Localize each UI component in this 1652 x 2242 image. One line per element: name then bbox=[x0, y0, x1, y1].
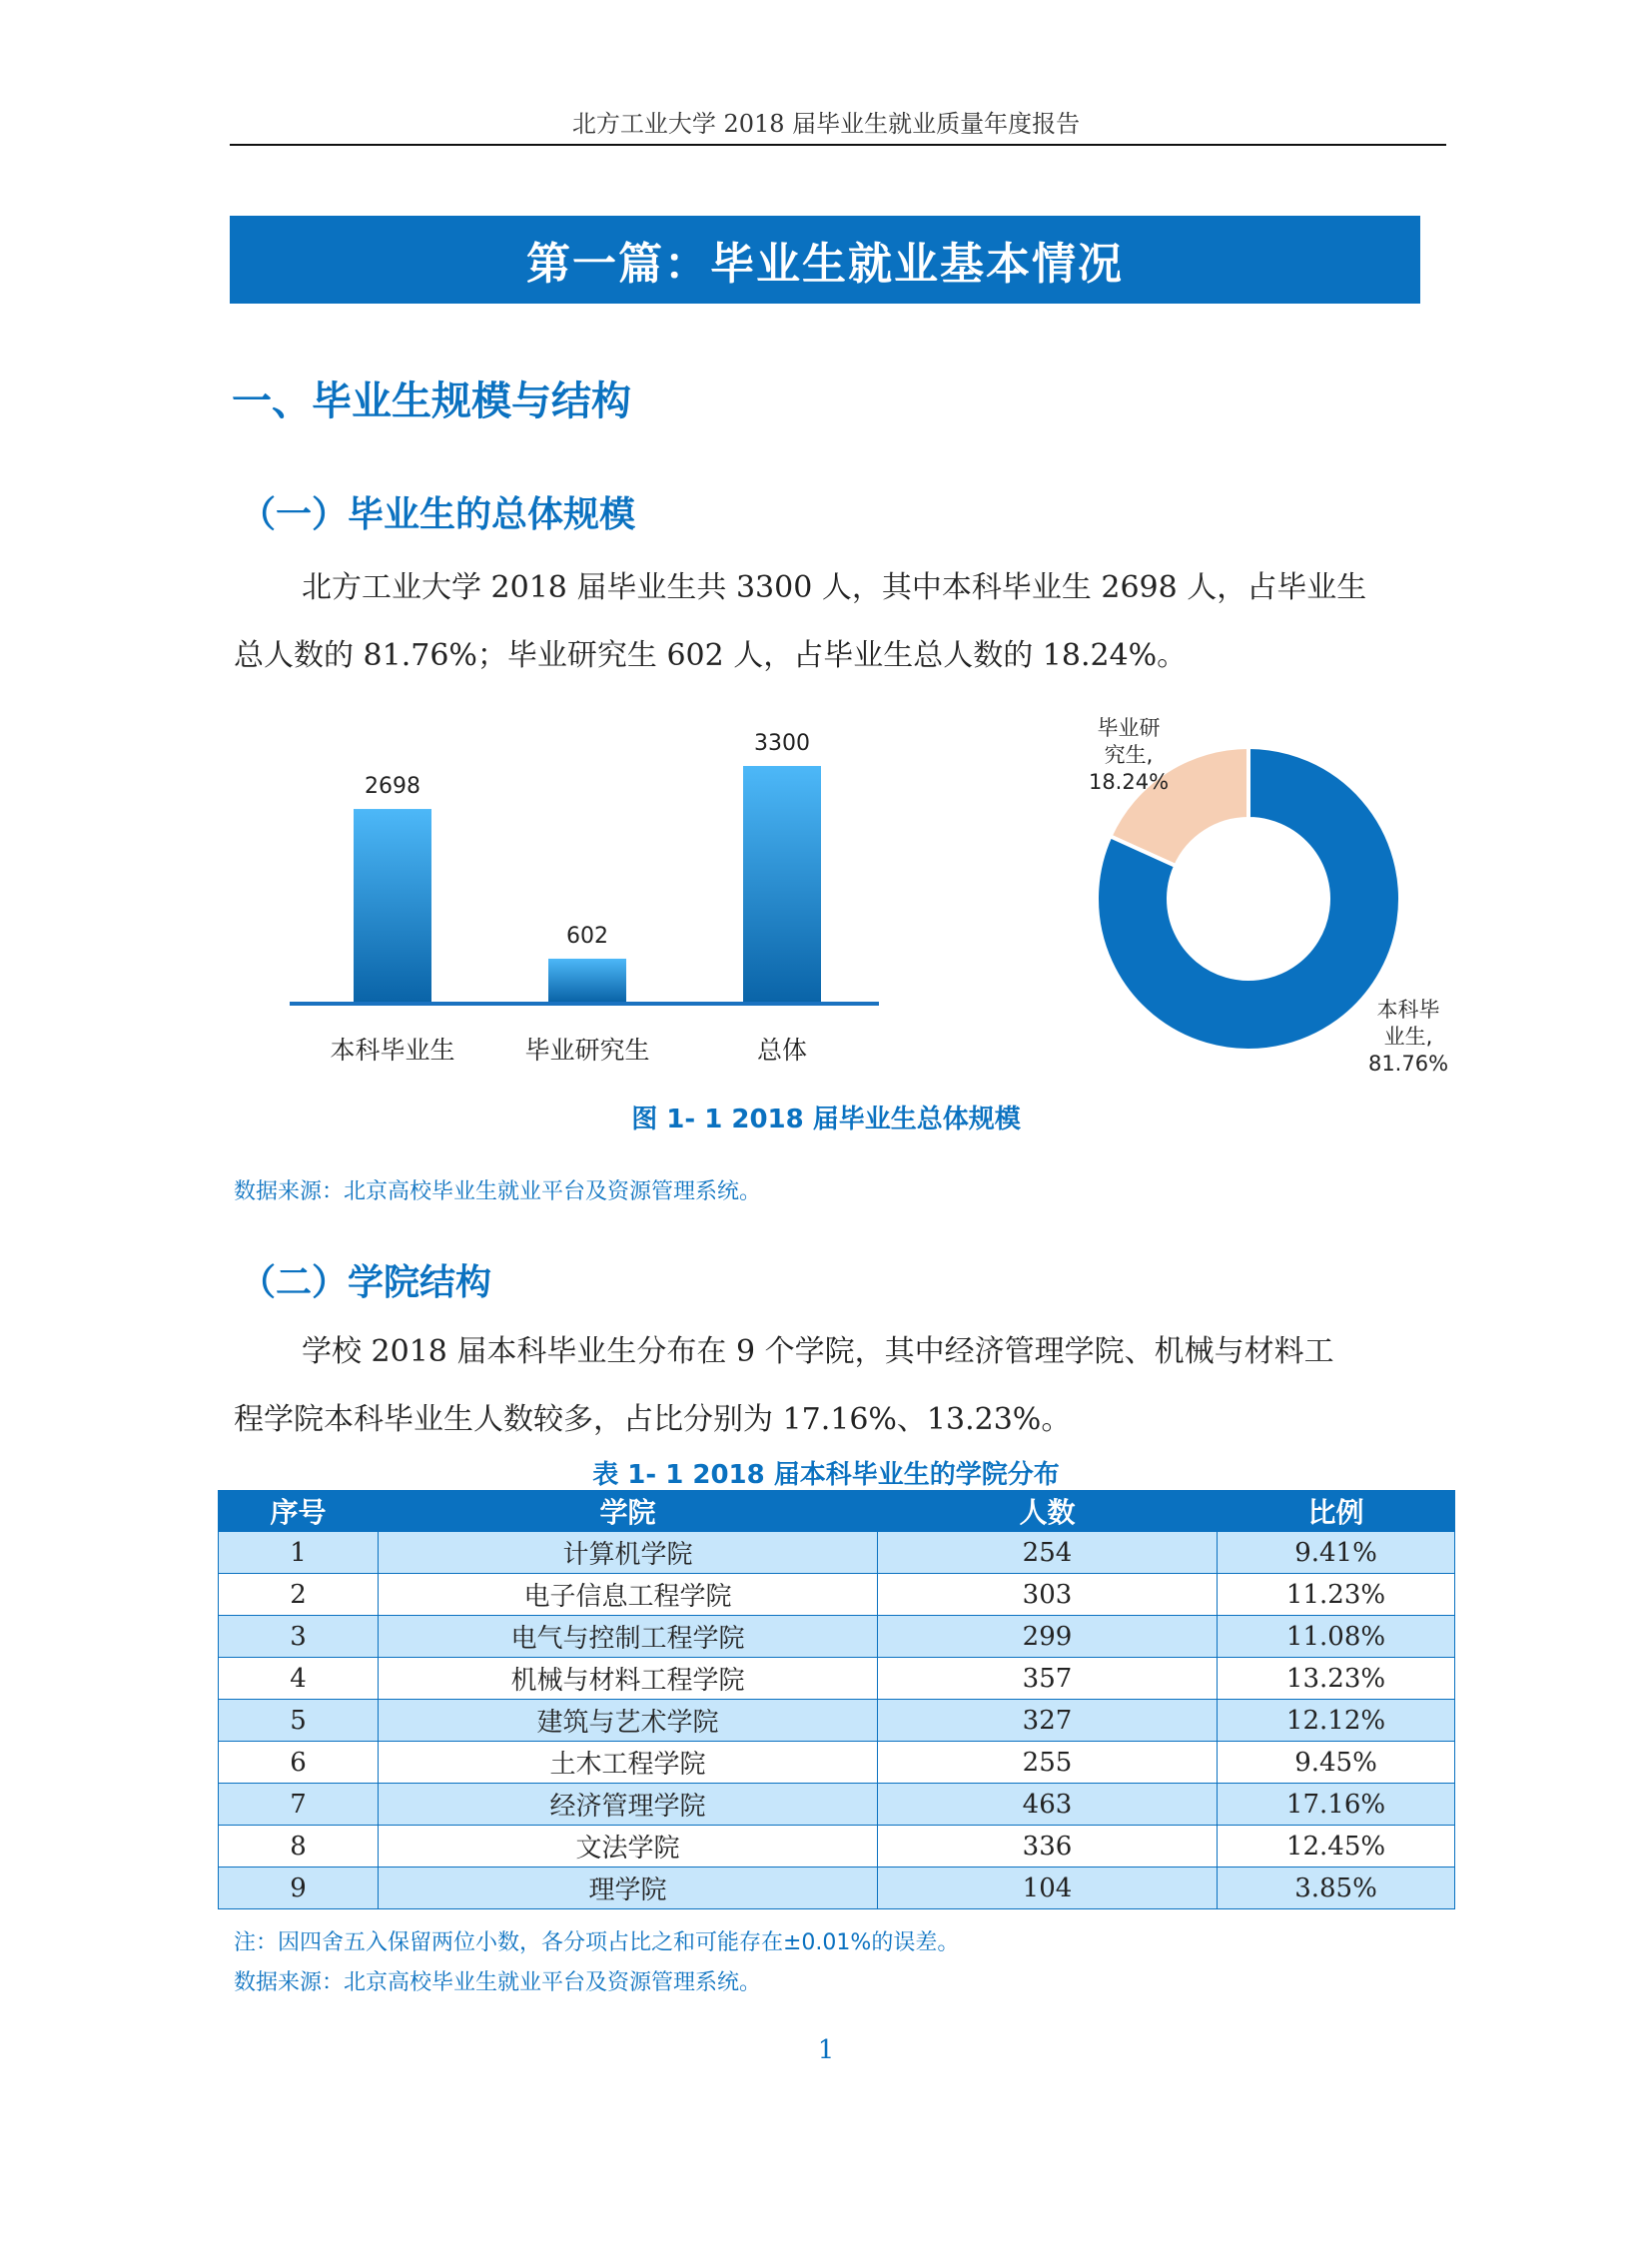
cell-count: 463 bbox=[878, 1784, 1218, 1826]
page-header: 北方工业大学 2018 届毕业生就业质量年度报告 bbox=[571, 110, 1081, 138]
donut-label-undergrad bbox=[1368, 998, 1448, 1076]
cell-college: 理学院 bbox=[379, 1868, 878, 1909]
cell-ratio: 13.23% bbox=[1218, 1658, 1455, 1700]
donut-label-line: 毕业研 bbox=[1097, 716, 1161, 740]
header-index: 序号 bbox=[219, 1491, 379, 1532]
cell-college: 经济管理学院 bbox=[379, 1784, 878, 1826]
cell-count: 299 bbox=[878, 1616, 1218, 1658]
cell-ratio: 11.08% bbox=[1218, 1616, 1455, 1658]
cell-count: 303 bbox=[878, 1574, 1218, 1616]
bar-0 bbox=[354, 809, 431, 1002]
bar-2 bbox=[743, 766, 821, 1002]
paragraph-college bbox=[234, 1318, 1418, 1454]
bar-chart bbox=[280, 719, 899, 1079]
bar-category-label: 总体 bbox=[756, 1036, 808, 1065]
paragraph-line: 学校 2018 届本科毕业生分布在 9 个学院，其中经济管理学院、机械与材料工 bbox=[302, 1334, 1334, 1369]
cell-ratio: 3.85% bbox=[1218, 1868, 1455, 1909]
section-title: 一、毕业生规模与结构 bbox=[232, 378, 631, 424]
cell-count: 327 bbox=[878, 1700, 1218, 1742]
donut-label-line: 业生, bbox=[1383, 1025, 1433, 1049]
table-header-row bbox=[219, 1491, 1455, 1532]
cell-index: 3 bbox=[219, 1616, 379, 1658]
table-caption: 表 1- 1 2018 届本科毕业生的学院分布 bbox=[592, 1460, 1060, 1490]
bar-value-label: 602 bbox=[566, 923, 608, 949]
cell-ratio: 12.12% bbox=[1218, 1700, 1455, 1742]
table-row bbox=[219, 1700, 1455, 1742]
cell-index: 6 bbox=[219, 1742, 379, 1784]
header-college: 学院 bbox=[379, 1491, 878, 1532]
bar-1 bbox=[548, 959, 626, 1002]
cell-count: 255 bbox=[878, 1742, 1218, 1784]
header-count: 人数 bbox=[878, 1491, 1218, 1532]
cell-college: 计算机学院 bbox=[379, 1532, 878, 1574]
cell-index: 7 bbox=[219, 1784, 379, 1826]
page-number: 1 bbox=[817, 2035, 835, 2065]
donut-label-line: 究生, bbox=[1104, 743, 1154, 767]
cell-ratio: 11.23% bbox=[1218, 1574, 1455, 1616]
header-ratio: 比例 bbox=[1218, 1491, 1455, 1532]
donut-label-graduate bbox=[1089, 716, 1169, 794]
donut-chart bbox=[1039, 699, 1458, 1099]
bar-category-label: 毕业研究生 bbox=[524, 1036, 650, 1065]
cell-index: 5 bbox=[219, 1700, 379, 1742]
table-source: 数据来源：北京高校毕业生就业平台及资源管理系统。 bbox=[234, 1970, 762, 1995]
cell-college: 建筑与艺术学院 bbox=[379, 1700, 878, 1742]
header-rule bbox=[230, 144, 1446, 146]
cell-ratio: 9.41% bbox=[1218, 1532, 1455, 1574]
cell-college: 电子信息工程学院 bbox=[379, 1574, 878, 1616]
paragraph-line: 总人数的 81.76%；毕业研究生 602 人，占毕业生总人数的 18.24%。 bbox=[234, 638, 1188, 673]
subsection-title-college: （二）学院结构 bbox=[240, 1262, 492, 1303]
paragraph-line: 程学院本科毕业生人数较多，占比分别为 17.16%、13.23%。 bbox=[234, 1402, 1072, 1437]
table-note: 注：因四舍五入保留两位小数，各分项占比之和可能存在±0.01%的误差。 bbox=[234, 1930, 960, 1955]
table-row bbox=[219, 1826, 1455, 1868]
table-row bbox=[219, 1616, 1455, 1658]
table-row bbox=[219, 1784, 1455, 1826]
table-row bbox=[219, 1868, 1455, 1909]
subsection-title-scale: （一）毕业生的总体规模 bbox=[240, 494, 636, 535]
cell-count: 254 bbox=[878, 1532, 1218, 1574]
cell-index: 9 bbox=[219, 1868, 379, 1909]
cell-count: 357 bbox=[878, 1658, 1218, 1700]
donut-label-line: 18.24% bbox=[1088, 770, 1170, 794]
paragraph-scale bbox=[234, 554, 1418, 690]
table-row bbox=[219, 1658, 1455, 1700]
cell-college: 电气与控制工程学院 bbox=[379, 1616, 878, 1658]
cell-count: 336 bbox=[878, 1826, 1218, 1868]
bar-category-label: 本科毕业生 bbox=[330, 1036, 455, 1065]
donut-label-line: 81.76% bbox=[1367, 1052, 1449, 1076]
college-distribution-table bbox=[218, 1490, 1455, 1909]
cell-index: 8 bbox=[219, 1826, 379, 1868]
table-row bbox=[219, 1574, 1455, 1616]
donut-label-line: 本科毕 bbox=[1376, 998, 1440, 1022]
cell-college: 机械与材料工程学院 bbox=[379, 1658, 878, 1700]
table-row bbox=[219, 1742, 1455, 1784]
cell-count: 104 bbox=[878, 1868, 1218, 1909]
cell-index: 4 bbox=[219, 1658, 379, 1700]
cell-ratio: 9.45% bbox=[1218, 1742, 1455, 1784]
cell-ratio: 12.45% bbox=[1218, 1826, 1455, 1868]
figure-caption: 图 1- 1 2018 届毕业生总体规模 bbox=[631, 1105, 1021, 1134]
figure-source: 数据来源：北京高校毕业生就业平台及资源管理系统。 bbox=[234, 1179, 762, 1204]
cell-index: 1 bbox=[219, 1532, 379, 1574]
cell-college: 文法学院 bbox=[379, 1826, 878, 1868]
table-row bbox=[219, 1532, 1455, 1574]
bar-value-label: 2698 bbox=[365, 774, 420, 800]
paragraph-line: 北方工业大学 2018 届毕业生共 3300 人，其中本科毕业生 2698 人，占毕业生 bbox=[302, 570, 1367, 605]
chapter-banner: 第一篇：毕业生就业基本情况 bbox=[230, 216, 1420, 304]
cell-ratio: 17.16% bbox=[1218, 1784, 1455, 1826]
bar-value-label: 3300 bbox=[754, 731, 810, 756]
cell-index: 2 bbox=[219, 1574, 379, 1616]
cell-college: 土木工程学院 bbox=[379, 1742, 878, 1784]
